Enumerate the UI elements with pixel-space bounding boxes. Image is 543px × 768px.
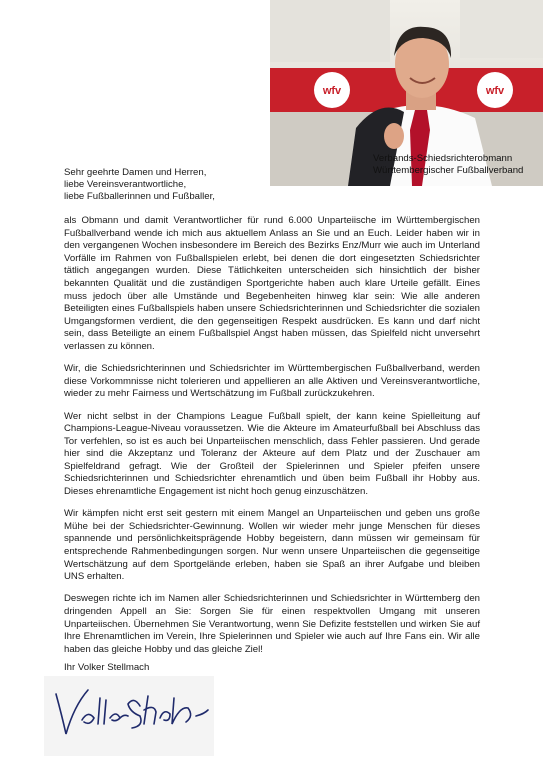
caption-line-1: Verbands-Schiedsrichterobmann [373, 153, 513, 164]
wfv-logo-left-text: wfv [322, 85, 342, 97]
signature-drawing [44, 676, 214, 756]
paragraph-5: Deswegen richte ich im Namen aller Schiedsrichterinnen und Schiedsrichter in Württemberg den dringenden Appell an Sie: Sorgen Sie für einen respektvollen Umgang mit unseren Unparteiischen. Übernehmen Sie Verantwortung, wenn Sie Defizite feststellen und wirken Sie auf Ihre Ehrenamtlichen im Verein, Ihre Spielerinnen und Spieler wie auch auf Ihre Fans ein. Wir alle haben das gleiche Hobby und das gleiche Ziel! [64, 593, 480, 655]
greeting-line-2: liebe Vereinsverantwortliche, [64, 179, 187, 190]
paragraph-1: als Obmann und damit Verantwortlicher für rund 6.000 Unparteiische im Württembergischen Fußballverband wende ich mich aus aktuellem Anlass an Sie und an Euch. Leider haben wir in den vergangenen Wochen insbesondere im Bereich des Bezirks Enz/Murr wie auch im Unterland Vorfälle im Rahmen von Fußballspielen erlebt, bei denen die dort eingesetzten Schiedsrichter tätlich angegangen wurden. Diese Tätlichkeiten unterscheiden sich hinsichtlich der bisher bekannten Qualität und die zuständigen Sportgerichte haben auch klare Urteile gefällt. Eines muss jedoch über alle Umstände und Begebenheiten hinweg klar sein: Wie alle anderen Beteiligten eines Fußballspiels haben unsere Schiedsrichterinnen und Schiedsrichter die sozialen Umgangsformen verdient, die den gegenseitigen Respekt ausdrücken. Es kann und darf nicht sein, dass Beteiligte an einem Fußballspiel Angst haben müssen, das Spielfeld nicht unversehrt verlassen zu können. [64, 215, 480, 352]
signoff: Ihr Volker Stellmach [64, 662, 150, 673]
caption-line-2: Württembergischer Fußballverband [373, 165, 524, 176]
paragraph-3: Wer nicht selbst in der Champions League Fußball spielt, der kann keine Spielleitung auf Champions-League-Niveau voraussetzen. Wie die Akteure im Amateurfußball bei Abschluss das Tor verfehlen, so ist es auch bei Unparteiischen menschlich, dass Fehler passieren. Und gerade hier sind die Akzeptanz und Toleranz der Akteure auf dem Platz und der Zuschauer am Spielfeldrand gefragt. Wie der Großteil der Spielerinnen und Spieler pfeifen unsere Schiedsrichterinnen und Schiedsrichter ehrenamtlich und üben beim Fußball ihr Hobby aus. Dieses ehrenamtliche Engagement ist nicht hoch genug einzuschätzen. [64, 410, 480, 498]
wfv-logo-right-text: wfv [485, 85, 505, 97]
photo-caption [373, 153, 523, 177]
greeting-line-3: liebe Fußballerinnen und Fußballer, [64, 191, 215, 202]
greeting-line-1: Sehr geehrte Damen und Herren, [64, 167, 207, 178]
handwritten-signature [44, 676, 214, 756]
paragraph-4: Wir kämpfen nicht erst seit gestern mit einem Mangel an Unparteiischen und geben uns große Mühe bei der Schiedsrichter-Gewinnung. Wollen wir wieder mehr junge Menschen für dieses spannende und persönlichkeitsprägende Hobby begeistern, dann müssen wir gemeinsam für entsprechende Rahmenbedingungen sorgen. Nur wenn unsere Unparteiischen die gegenseitige Wertschätzung auf dem Sportgelände erleben, haben sie Spaß an ihrer Aufgabe und bleiben UNS erhalten. [64, 508, 480, 583]
paragraph-2: Wir, die Schiedsrichterinnen und Schiedsrichter im Württembergischen Fußballverband, werden diese Vorkommnisse nicht tolerieren und appellieren an alle Aktiven und Vereinsverantwortliche, wieder zu mehr Fairness und Wertschätzung im Fußball zurückzukehren. [64, 363, 480, 400]
letter-body [64, 215, 480, 656]
greeting [64, 167, 215, 203]
